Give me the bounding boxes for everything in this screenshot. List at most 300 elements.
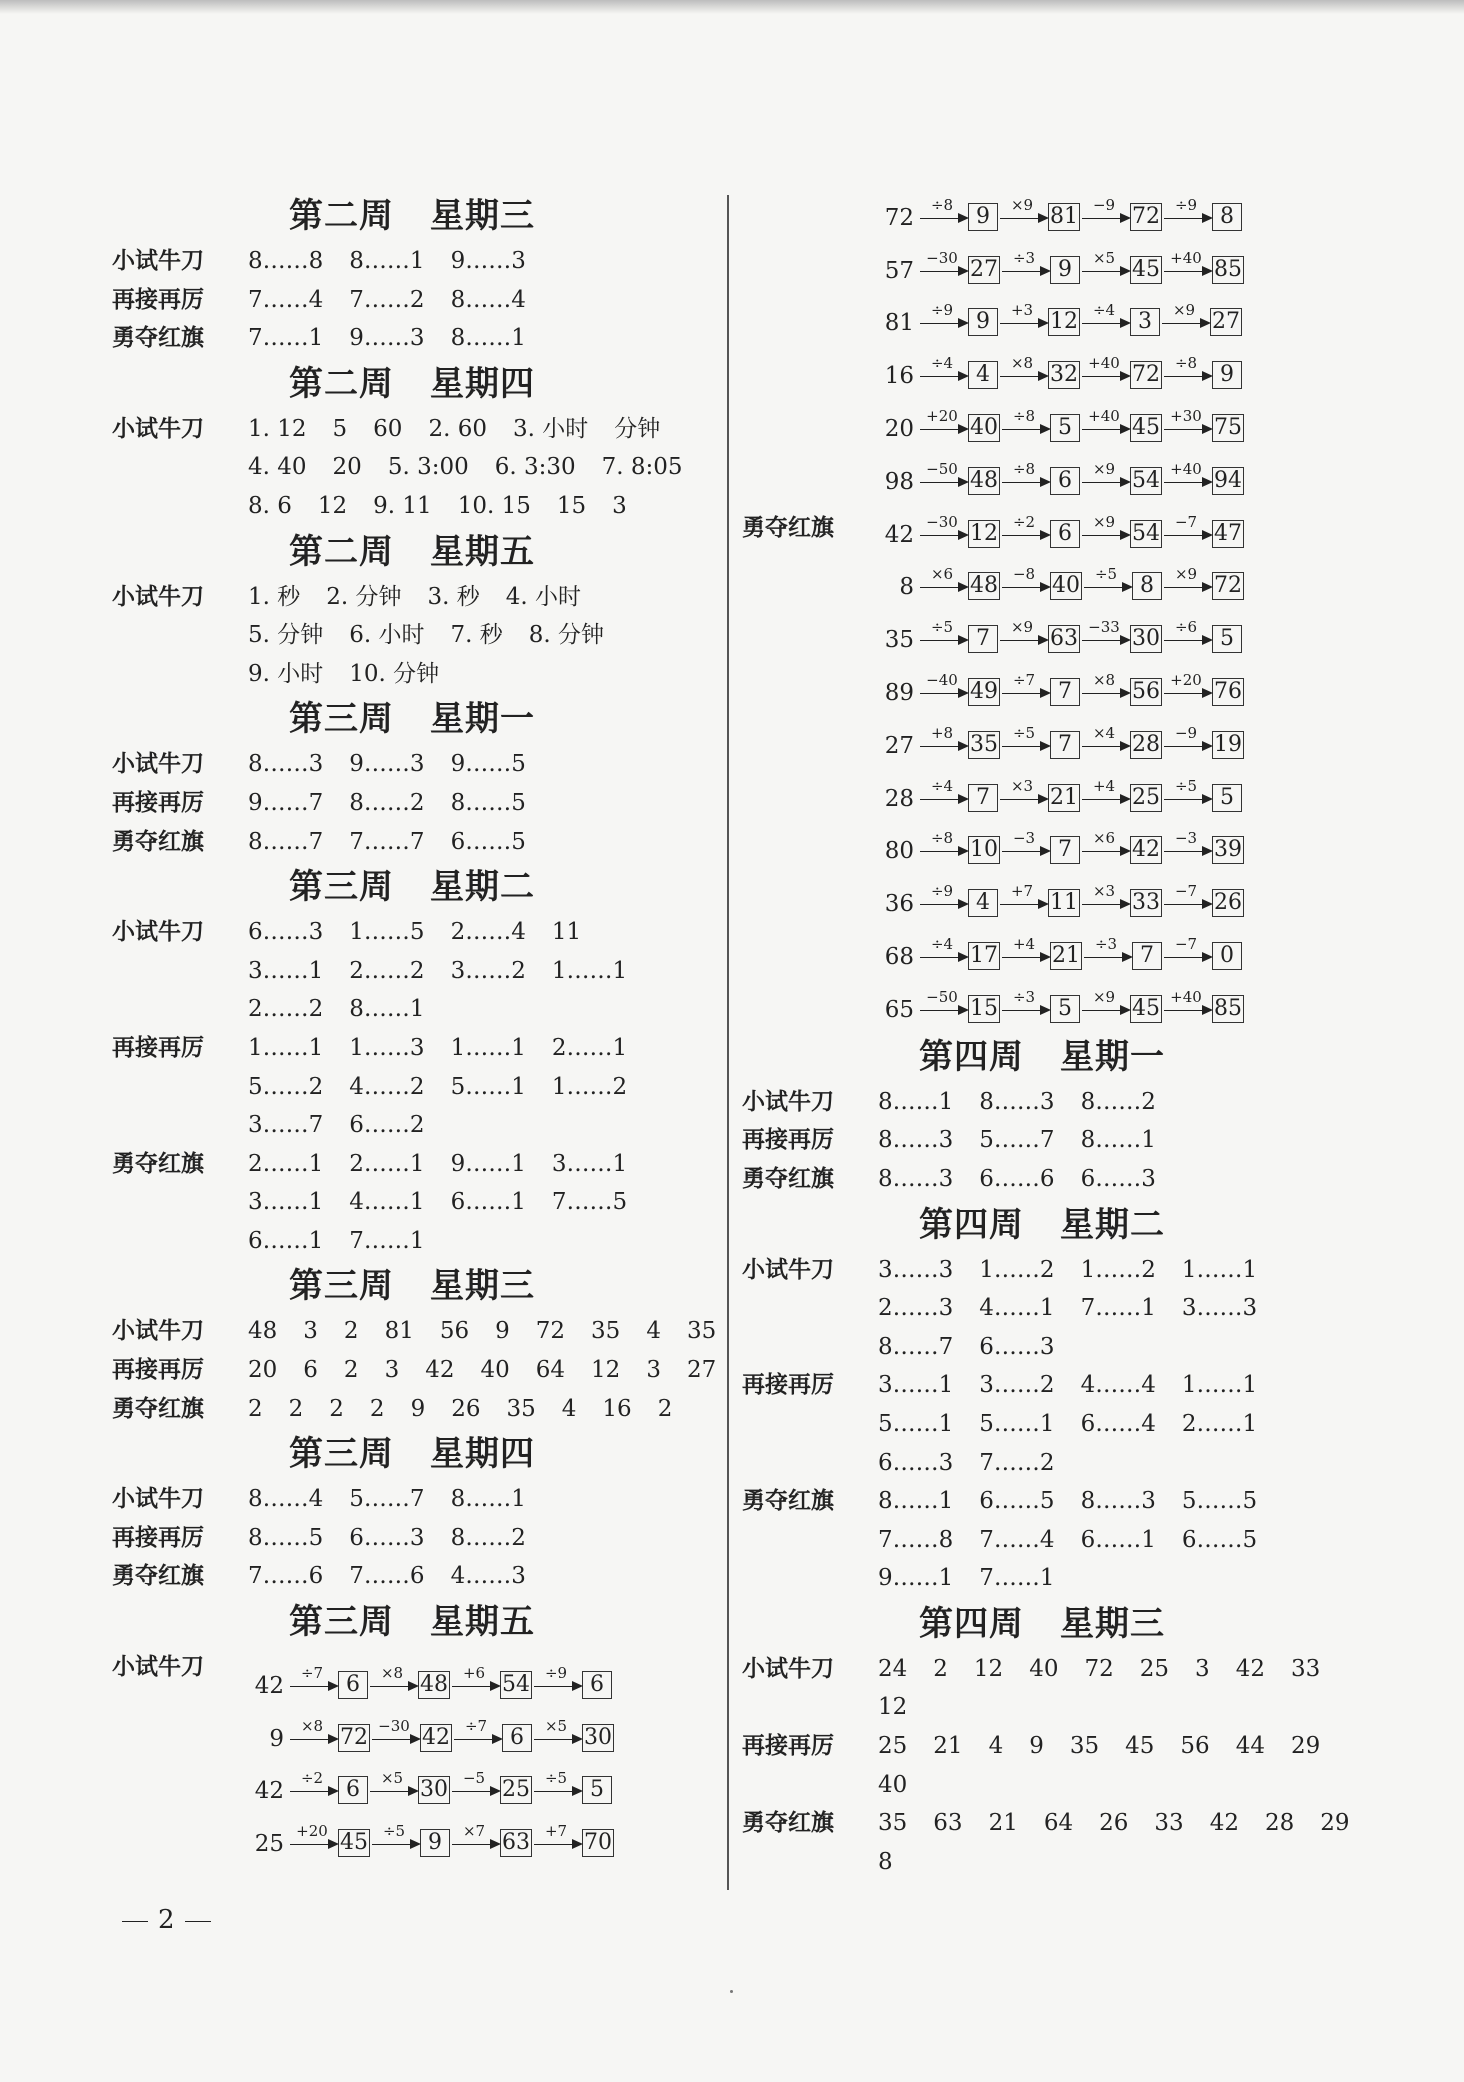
exercise-section [742, 1727, 1342, 1804]
answer-box: 72 [340, 1724, 368, 1750]
answer-item: 21 [933, 1733, 963, 1760]
chain-step [1162, 406, 1244, 444]
arrow [1080, 618, 1130, 655]
chain-operation: ÷5 [544, 1769, 568, 1788]
arrow [1162, 406, 1212, 444]
arrow-head [1120, 1005, 1131, 1015]
arrow-shaft [290, 1686, 332, 1687]
arrow-shaft [1000, 376, 1042, 377]
week-label: 第三周 [289, 867, 394, 908]
arrow-shaft [452, 1844, 494, 1845]
answer-item: 5……1 [979, 1410, 1055, 1437]
answer-box: 63 [1050, 626, 1078, 652]
arrow-head [572, 1786, 583, 1796]
day-block [112, 1260, 717, 1428]
chain-start: 42 [884, 521, 914, 548]
chain-operation: +8 [930, 723, 954, 742]
answer-item: 3 [646, 1357, 661, 1384]
weekday-label: 星期四 [430, 1434, 535, 1475]
answer-item: 2. 60 [428, 415, 487, 442]
arrow [452, 1716, 502, 1754]
arrow-chain [878, 761, 1342, 814]
chain-start: 16 [884, 363, 914, 390]
page-top-edge [0, 0, 1464, 14]
section-label: 勇夺红旗 [112, 1150, 204, 1177]
section-body [248, 745, 712, 784]
chain-step [918, 723, 1000, 761]
arrow-chain [878, 602, 1342, 655]
chain-step [998, 301, 1080, 338]
answer-item: 6……3 [349, 1524, 425, 1551]
arrow [1080, 670, 1130, 708]
arrow-head [1122, 952, 1133, 962]
section-body [248, 823, 712, 862]
answer-item: 8……5 [450, 789, 526, 816]
arrow [918, 934, 968, 972]
chain-operation: ×3 [1010, 776, 1034, 795]
answer-line [248, 1106, 712, 1145]
arrow-head [1040, 741, 1051, 751]
arrow-head [958, 213, 969, 223]
answer-box: 11 [1050, 890, 1078, 916]
answer-box: 4 [968, 361, 998, 389]
answer-item: 8……3 [878, 1127, 954, 1154]
arrow-head [490, 1786, 501, 1796]
answer-item: 4 [988, 1733, 1004, 1760]
answer-line [878, 1121, 1342, 1160]
arrow-shaft [1164, 640, 1206, 641]
chain-operation: −9 [1092, 195, 1116, 214]
chain-operation: ×3 [1092, 882, 1116, 901]
exercise-section [112, 578, 712, 694]
answer-item: 1……2 [1080, 1256, 1156, 1283]
chain-step [918, 934, 1000, 972]
answer-line [248, 990, 712, 1029]
answer-item: 9. 11 [373, 492, 432, 519]
answer-box: 45 [340, 1830, 368, 1856]
answer-line [248, 410, 712, 449]
answer-item: 3……3 [878, 1256, 954, 1283]
answer-item: 9……3 [349, 751, 425, 778]
answer-box: 72 [1132, 362, 1160, 388]
answer-item: 4……1 [979, 1295, 1055, 1322]
answer-item: 2……1 [248, 1150, 324, 1177]
answer-item: 9……5 [450, 751, 526, 778]
red-flag-chains-section [742, 497, 1342, 1025]
week-label: 第四周 [919, 1036, 1024, 1077]
chain-operation: ×8 [380, 1663, 404, 1682]
chain-step [1160, 301, 1242, 338]
answer-box: 6 [502, 1724, 532, 1752]
arrow-chain [878, 866, 1342, 919]
chain-start: 25 [254, 1831, 284, 1858]
answer-item: 29 [1320, 1810, 1350, 1837]
answer-item: 6 [303, 1357, 318, 1384]
chain-operation: −8 [1012, 565, 1036, 584]
arrow-head [958, 318, 969, 328]
answer-box: 17 [970, 942, 998, 968]
arrow-chain [878, 814, 1342, 867]
day-title [742, 1199, 1342, 1251]
answer-item: 60 [373, 415, 403, 442]
answer-item: 7……2 [979, 1449, 1055, 1476]
arrow-shaft [370, 1686, 412, 1687]
arrow-shaft [1164, 746, 1206, 747]
arrow-shaft [1164, 218, 1206, 219]
column-divider [727, 195, 729, 1890]
day-block [112, 693, 712, 861]
chain-step [1080, 195, 1162, 233]
answer-item: 5……5 [1181, 1488, 1258, 1515]
arrow-shaft [920, 904, 962, 905]
chain-step [1162, 934, 1242, 972]
arrow [1162, 882, 1212, 919]
chain-operation: −40 [926, 670, 958, 689]
chain-operation: +20 [296, 1822, 328, 1841]
answer-box: 45 [1132, 256, 1160, 282]
answer-item: 6……3 [1080, 1165, 1156, 1192]
section-label: 再接再厉 [742, 1127, 834, 1154]
answer-line [248, 1068, 712, 1107]
day-block [742, 1199, 1342, 1598]
chain-step [1162, 459, 1244, 497]
arrow-head [490, 1681, 501, 1691]
section-label: 小试牛刀 [742, 1256, 834, 1283]
exercise-section [112, 745, 712, 784]
section-label: 再接再厉 [112, 1034, 204, 1061]
chain-step [1162, 882, 1244, 919]
arrow-shaft [1002, 271, 1044, 272]
arrow-shaft [920, 271, 962, 272]
answer-item: 9 [1029, 1733, 1044, 1760]
section-body [878, 1650, 1346, 1727]
chain-operation: −3 [1174, 829, 1198, 848]
answer-item: 4. 40 [248, 454, 307, 481]
weekday-label: 星期四 [430, 363, 535, 404]
day-block [112, 1596, 712, 1859]
answer-item: 4……2 [349, 1073, 425, 1100]
chain-step [1080, 829, 1162, 866]
arrow-shaft [920, 851, 962, 852]
answer-box: 6 [338, 1671, 368, 1699]
arrow-head [958, 846, 969, 856]
day-title [742, 1031, 1342, 1083]
arrow-head [1120, 371, 1131, 381]
exercise-section [112, 1557, 712, 1596]
chain-step [532, 1663, 612, 1701]
arrow-shaft [1002, 693, 1044, 694]
answer-item: 40 [878, 1771, 908, 1798]
arrow-head [1202, 688, 1213, 698]
arrow [1162, 987, 1212, 1025]
arrow [1162, 354, 1212, 391]
chain-step [1080, 670, 1162, 708]
day-title [112, 693, 712, 745]
arrow [1080, 829, 1130, 866]
answer-item: 35 [1069, 1733, 1100, 1760]
section-body [878, 1121, 1342, 1160]
answer-box: 8 [1212, 203, 1242, 231]
answer-box: 5 [1050, 995, 1080, 1023]
answer-item: 9 [410, 1395, 426, 1422]
section-body [248, 1145, 712, 1261]
chain-step [918, 618, 998, 655]
arrow [532, 1663, 582, 1701]
arrow [918, 882, 968, 919]
chain-step [1080, 723, 1162, 761]
arrow-head [958, 688, 969, 698]
answer-item: 4 [561, 1395, 577, 1422]
answer-line [878, 1328, 1342, 1367]
answer-item: 8……5 [248, 1524, 324, 1551]
chain-operation: ÷7 [464, 1716, 488, 1735]
section-label: 小试牛刀 [112, 415, 204, 442]
chain-operation: +40 [1088, 406, 1120, 425]
chain-step [918, 354, 998, 391]
answer-item: 8……1 [450, 325, 526, 352]
arrow [368, 1663, 418, 1701]
arrow-shaft [452, 1791, 494, 1792]
arrow-chain [878, 655, 1342, 708]
answer-box: 7 [1050, 731, 1080, 759]
exercise-section [742, 1251, 1342, 1367]
answer-item: 1……1 [248, 1034, 324, 1061]
chain-operation: +20 [926, 406, 958, 425]
answer-box: 39 [1214, 837, 1242, 863]
section-body [248, 784, 712, 823]
chain-operation: ÷4 [930, 776, 954, 795]
section-body [248, 410, 712, 526]
answer-item: 6……1 [450, 1189, 526, 1216]
answer-box: 54 [1132, 520, 1160, 546]
answer-item: 44 [1235, 1733, 1265, 1760]
chain-start: 72 [884, 204, 914, 231]
answer-box: 7 [968, 784, 998, 812]
arrow [1000, 670, 1050, 708]
answer-item: 3……2 [450, 957, 526, 984]
chain-operation: +40 [1170, 459, 1202, 478]
arrow-head [328, 1839, 339, 1849]
chain-step [1162, 987, 1244, 1025]
arrow-head [958, 635, 969, 645]
arrow [918, 354, 968, 391]
answer-item: 4. 小时 [505, 583, 582, 610]
chain-operation: +7 [1010, 882, 1034, 901]
arrow-shaft [1082, 693, 1124, 694]
chain-step [288, 1663, 368, 1701]
arrow-head [1040, 1005, 1051, 1015]
chain-operation: ÷3 [1012, 248, 1036, 267]
answer-box: 54 [1132, 467, 1160, 493]
section-body [878, 1251, 1342, 1367]
answer-box: 35 [970, 731, 998, 757]
answer-box: 72 [1132, 203, 1160, 229]
arrow-shaft [1002, 851, 1044, 852]
arrow-head [1122, 582, 1133, 592]
answer-item: 35 [686, 1318, 717, 1345]
arrow-head [1202, 582, 1213, 592]
arrow-shaft [290, 1844, 332, 1845]
chain-step [998, 776, 1080, 814]
section-body [248, 578, 712, 694]
section-label: 小试牛刀 [112, 751, 204, 778]
arrow [918, 829, 968, 866]
arrow-shaft [452, 1686, 494, 1687]
answer-box: 7 [1050, 678, 1080, 706]
chain-operation: ×6 [1092, 829, 1116, 848]
chain-operation: ×5 [380, 1769, 404, 1788]
arrow-head [1120, 424, 1131, 434]
chain-step [1080, 354, 1162, 391]
arrow-shaft [1002, 746, 1044, 747]
arrow-shaft [920, 535, 962, 536]
arrow-shaft [1000, 640, 1042, 641]
weekday-label: 星期三 [430, 1266, 535, 1307]
chain-step [1080, 248, 1162, 286]
exercise-section [112, 281, 712, 320]
arrow-shaft [1164, 693, 1206, 694]
chain-step [450, 1769, 532, 1806]
answer-item: 2 [329, 1395, 344, 1422]
answer-box: 15 [970, 995, 998, 1021]
answer-box: 30 [420, 1777, 448, 1803]
answer-item: 21 [988, 1810, 1018, 1837]
chain-operation: ÷7 [1012, 670, 1036, 689]
exercise-section [112, 1029, 712, 1145]
arrow-shaft [1082, 851, 1124, 852]
section-body [248, 1351, 742, 1390]
answer-item: 8……7 [878, 1333, 954, 1360]
answer-item: 9……3 [450, 248, 526, 274]
answer-item: 42 [425, 1357, 455, 1384]
answer-item: 3……1 [878, 1372, 954, 1399]
section-body [248, 242, 712, 281]
scan-dot [730, 1990, 733, 1993]
exercise-section [112, 1145, 712, 1261]
chain-step [370, 1716, 452, 1754]
day-title [112, 1428, 712, 1480]
section-body [878, 1366, 1342, 1482]
answer-line [248, 1145, 712, 1184]
chain-operation: ÷9 [930, 882, 954, 901]
answer-box: 85 [1214, 256, 1242, 282]
chain-start: 20 [884, 415, 914, 442]
answer-item: 8. 6 [248, 492, 292, 519]
answer-item: 25 [878, 1733, 908, 1760]
arrow-head [1040, 424, 1051, 434]
chain-operation: ÷4 [930, 934, 954, 953]
answer-line [248, 1222, 712, 1261]
answer-item: 8……1 [349, 248, 425, 274]
answer-item: 2 [343, 1357, 359, 1384]
chain-operation: ÷7 [300, 1663, 324, 1682]
answer-item: 2 [933, 1655, 948, 1682]
answer-item: 35 [591, 1318, 621, 1345]
answer-line [878, 1083, 1342, 1122]
day-block [112, 358, 712, 526]
arrow [1080, 987, 1130, 1025]
arrow [1082, 565, 1132, 602]
chain-step [918, 195, 998, 233]
chain-step [1000, 565, 1082, 602]
section-label: 小试牛刀 [112, 1318, 204, 1345]
arrow-shaft [1002, 587, 1044, 588]
answer-line [878, 1482, 1342, 1521]
section-label: 再接再厉 [112, 286, 204, 313]
chain-start: 27 [884, 732, 914, 759]
answer-item: 5……1 [450, 1073, 526, 1100]
section-body [248, 1519, 712, 1558]
answer-item: 8……7 [248, 828, 324, 855]
section-label: 小试牛刀 [742, 1088, 834, 1115]
answer-item: 5 [332, 415, 348, 442]
answer-box: 70 [584, 1830, 612, 1856]
chain-operation: −30 [926, 512, 958, 531]
answer-box: 3 [1130, 308, 1160, 336]
chain-operation: ÷2 [300, 1769, 324, 1788]
exercise-section [112, 410, 712, 526]
arrow [1000, 723, 1050, 761]
answer-item: 6……1 [248, 1227, 324, 1254]
arrow-head [1120, 530, 1131, 540]
chain-step [532, 1822, 614, 1859]
day-block [742, 1598, 1350, 1882]
arrow-shaft [920, 1010, 962, 1011]
chain-step [1080, 459, 1162, 497]
arrow-shaft [1002, 535, 1044, 536]
answer-item: 6……5 [979, 1488, 1055, 1515]
answer-line [878, 1766, 1346, 1805]
chain-operation: ÷8 [1012, 459, 1036, 478]
chain-step [1162, 723, 1244, 761]
chain-operation: ÷5 [930, 618, 954, 637]
arrow-head [958, 530, 969, 540]
arrow-head [1040, 952, 1051, 962]
answer-box: 7 [1132, 942, 1162, 970]
answer-box: 27 [970, 256, 998, 282]
chain-step [1162, 512, 1244, 550]
answer-box: 45 [1132, 995, 1160, 1021]
answer-item: 72 [1084, 1655, 1114, 1682]
answer-item: 6……5 [450, 828, 526, 855]
week-label: 第四周 [919, 1603, 1024, 1644]
answer-line [248, 448, 712, 487]
arrow-shaft [920, 799, 962, 800]
arrow-chain [878, 233, 1342, 286]
chain-start: 36 [884, 891, 914, 918]
arrow-head [1038, 635, 1049, 645]
chain-operation: ×9 [1092, 459, 1116, 478]
arrow [998, 882, 1048, 919]
answer-item: 2 [248, 1395, 263, 1422]
answer-item: 42 [1235, 1655, 1265, 1682]
arrow-shaft [920, 640, 962, 641]
answer-item: 42 [1209, 1810, 1239, 1837]
arrow [1000, 987, 1050, 1025]
answer-item: 12 [973, 1655, 1004, 1682]
arrow [532, 1716, 582, 1754]
answer-line [248, 1183, 712, 1222]
arrow [1080, 248, 1130, 286]
chain-operation: ×8 [1010, 354, 1034, 373]
arrow [918, 248, 968, 286]
chain-step [1080, 882, 1162, 919]
chain-operation: ÷5 [382, 1822, 406, 1841]
answer-item: 8……2 [349, 789, 425, 816]
answer-item: 3 [384, 1357, 400, 1384]
answer-item: 7……5 [551, 1189, 628, 1216]
answer-item: 7……1 [248, 325, 324, 352]
